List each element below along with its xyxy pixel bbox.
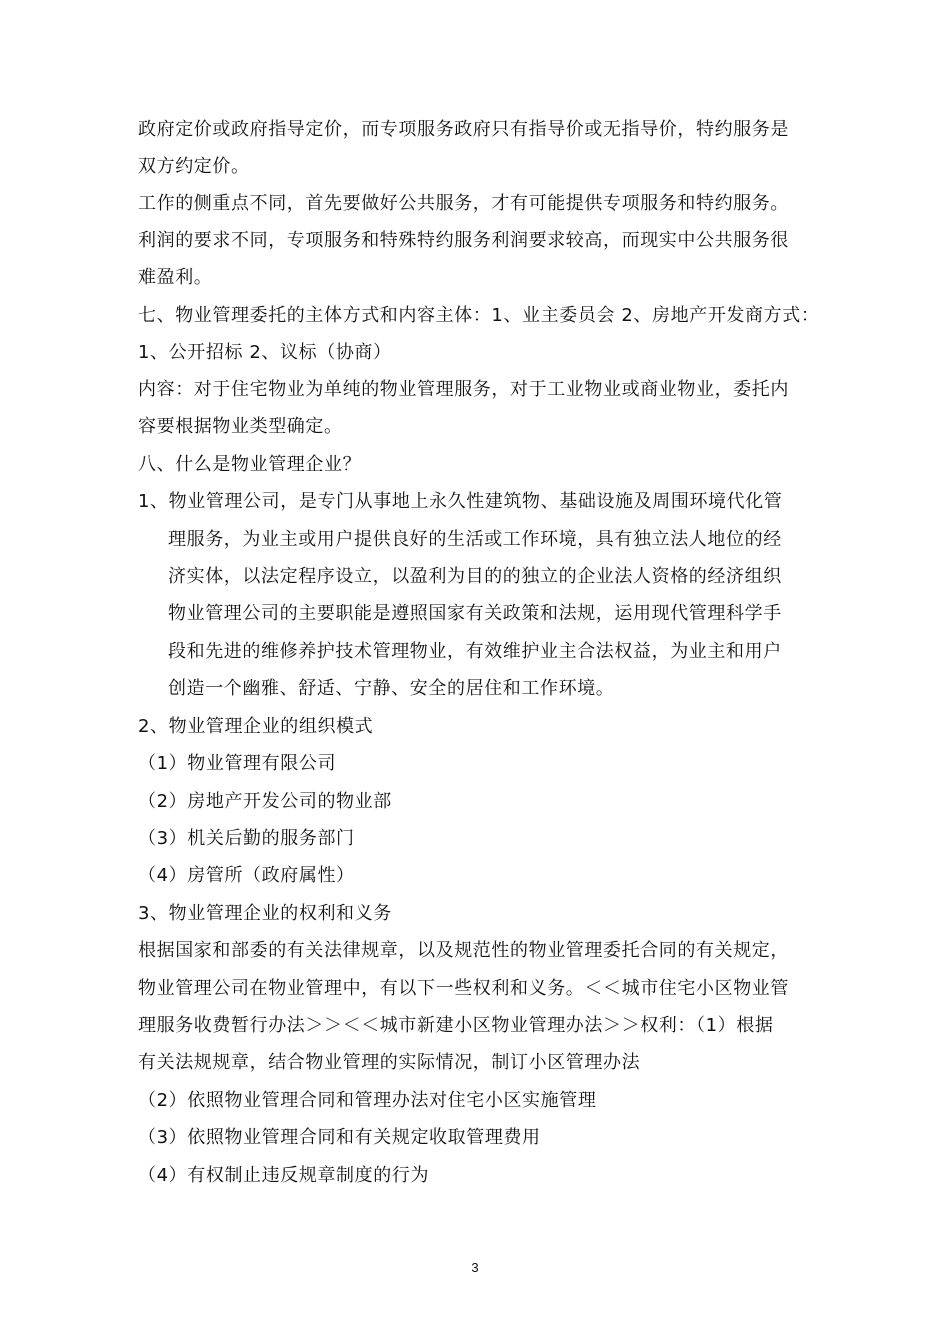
list-item: （1）物业管理有限公司 (138, 753, 337, 774)
list-item: （2）房地产开发公司的物业部 (138, 791, 392, 812)
section-heading: 七、物业管理委托的主体方式和内容主体：1、业主委员会 2、房地产开发商方式： (138, 305, 820, 326)
text-line: 政府定价或政府指导定价，而专项服务政府只有指导价或无指导价，特约服务是 (138, 119, 789, 140)
text-line: 段和先进的维修养护技术管理物业，有效维护业主合法权益，为业主和用户 (168, 641, 782, 662)
text-line: 济实体，以法定程序设立，以盈利为目的的独立的企业法人资格的经济组织 (168, 566, 782, 587)
text-line: 利润的要求不同，专项服务和特殊特约服务利润要求较高，而现实中公共服务很 (138, 230, 789, 251)
page-number: 3 (471, 1260, 479, 1275)
list-item: 3、物业管理企业的权利和义务 (138, 903, 392, 924)
text-line: 物业管理公司在物业管理中，有以下一些权利和义务。＜＜城市住宅小区物业管 (138, 978, 789, 999)
text-line: 内容：对于住宅物业为单纯的物业管理服务，对于工业物业或商业物业，委托内 (138, 379, 789, 400)
text-line: 有关法规规章，结合物业管理的实际情况，制订小区管理办法 (138, 1052, 641, 1073)
text-line: 创造一个幽雅、舒适、宁静、安全的居住和工作环境。 (168, 678, 615, 699)
text-line: 根据国家和部委的有关法律规章，以及规范性的物业管理委托合同的有关规定， (138, 940, 789, 961)
text-line: 1、公开招标 2、议标（协商） (138, 342, 392, 363)
list-item: 1、物业管理公司，是专门从事地上永久性建筑物、基础设施及周围环境代化管 (138, 491, 783, 512)
text-line: 理服务，为业主或用户提供良好的生活或工作环境，具有独立法人地位的经 (168, 529, 782, 550)
text-line: 工作的侧重点不同，首先要做好公共服务，才有可能提供专项服务和特约服务。 (138, 193, 789, 214)
list-item: （4）有权制止违反规章制度的行为 (138, 1165, 430, 1186)
list-item: （4）房管所（政府属性） (138, 865, 355, 886)
list-item: （2）依照物业管理合同和管理办法对住宅小区实施管理 (138, 1090, 597, 1111)
text-line: 双方约定价。 (138, 156, 250, 177)
text-line: 难盈利。 (138, 267, 213, 288)
list-item: （3）依照物业管理合同和有关规定收取管理费用 (138, 1127, 541, 1148)
text-line: 物业管理公司的主要职能是遵照国家有关政策和法规，运用现代管理科学手 (168, 603, 782, 624)
text-line: 理服务收费暂行办法＞＞＜＜城市新建小区物业管理办法＞＞权利：（1）根据 (138, 1015, 774, 1036)
text-line: 容要根据物业类型确定。 (138, 416, 343, 437)
list-item: （3）机关后勤的服务部门 (138, 828, 355, 849)
list-item: 2、物业管理企业的组织模式 (138, 716, 374, 737)
section-heading: 八、什么是物业管理企业？ (138, 454, 362, 475)
